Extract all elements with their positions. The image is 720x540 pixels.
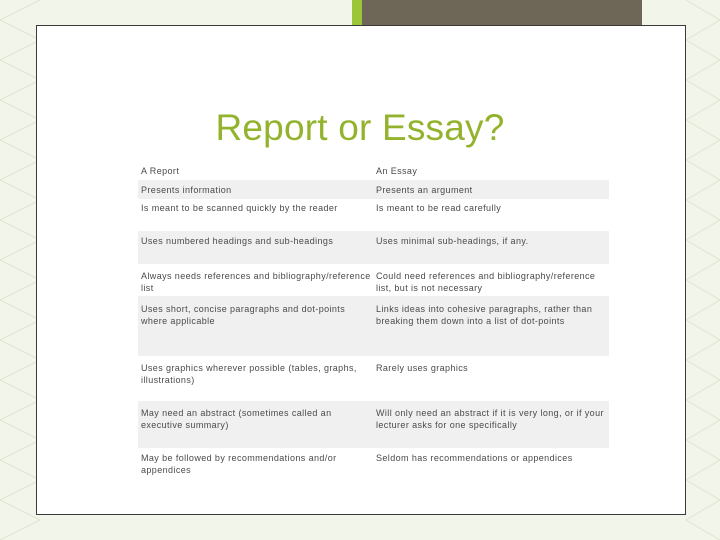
essay-cell: Links ideas into cohesive paragraphs, rather than breaking them down into a list of dot-points	[376, 304, 593, 326]
report-cell: Is meant to be scanned quickly by the reader	[141, 203, 338, 213]
table-row	[138, 199, 609, 231]
report-cell: May be followed by recommendations and/or appendices	[141, 453, 337, 475]
report-cell: May need an abstract (sometimes called an executive summary)	[141, 408, 332, 430]
table-row	[138, 264, 609, 296]
header-report: A Report	[141, 166, 180, 176]
essay-cell: Rarely uses graphics	[376, 363, 469, 373]
report-cell: Always needs references and bibliography/reference list	[141, 271, 371, 293]
table-row	[138, 401, 609, 448]
report-cell: Uses short, concise paragraphs and dot-points where applicable	[141, 304, 346, 326]
essay-cell: Presents an argument	[376, 185, 473, 195]
essay-cell: Could need references and bibliography/reference list, but is not necessary	[376, 271, 596, 293]
essay-cell: Will only need an abstract if it is very long, or if your lecturer asks for one specifically	[376, 408, 604, 430]
slide-title: Report or Essay?	[215, 107, 505, 148]
report-cell: Uses graphics wherever possible (tables, graphs, illustrations)	[141, 363, 357, 385]
essay-cell: Is meant to be read carefully	[376, 203, 502, 213]
table-row	[138, 448, 609, 488]
table-row	[138, 296, 609, 356]
table-row	[138, 180, 609, 199]
report-cell: Uses numbered headings and sub-headings	[141, 236, 334, 246]
header-essay: An Essay	[376, 166, 418, 176]
table-row	[138, 356, 609, 401]
report-cell: Presents information	[141, 185, 232, 195]
table-row	[138, 231, 609, 264]
comparison-table	[138, 160, 609, 488]
essay-cell: Seldom has recommendations or appendices	[376, 453, 573, 463]
table-header-row	[138, 160, 609, 180]
essay-cell: Uses minimal sub-headings, if any.	[376, 236, 529, 246]
